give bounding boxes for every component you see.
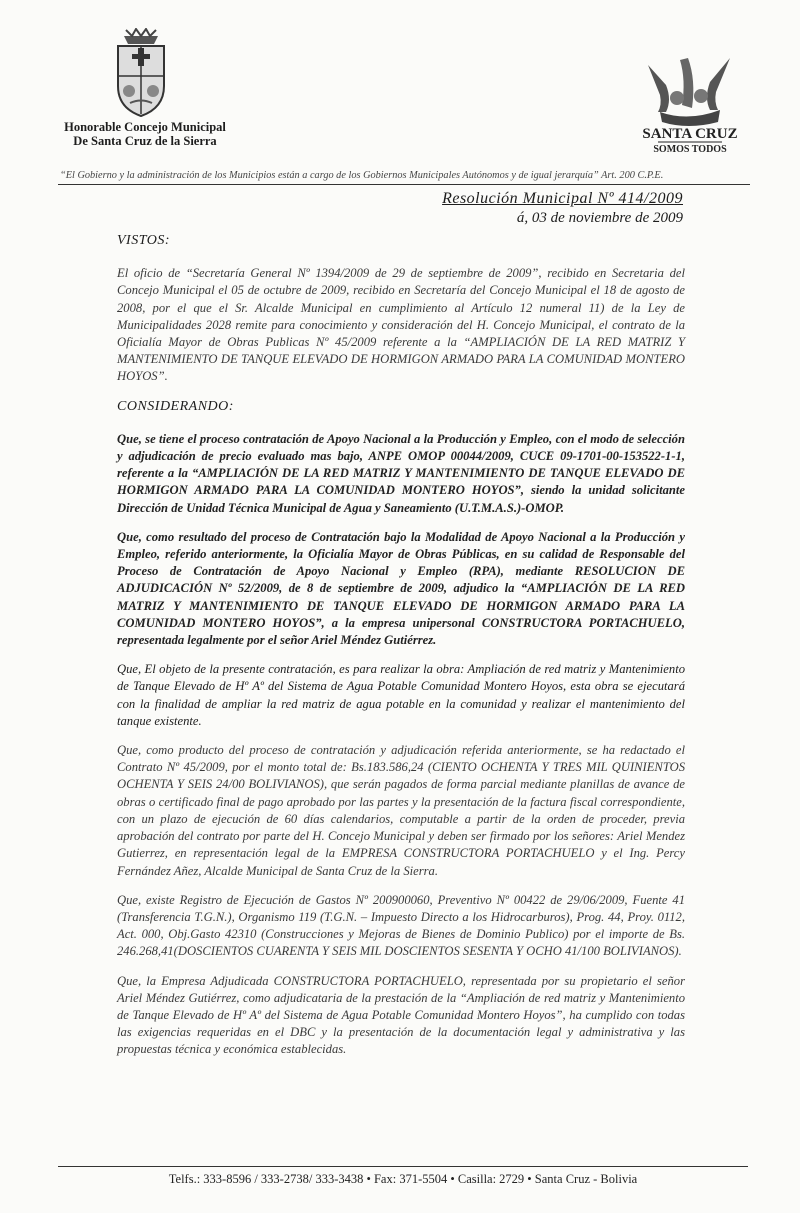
constitution-quote: “El Gobierno y la administración de los Municipios están a cargo de los Gobiernos Municipales Autónomos y de igual jerarquía” Art. 200 C.P.E. bbox=[60, 170, 664, 181]
document-body bbox=[117, 232, 685, 1071]
logo-text-main: SANTA CRUZ bbox=[642, 126, 738, 142]
considerando-paragraph-2: Que, como resultado del proceso de Contratación bajo la Modalidad de Apoyo Nacional a la Producción y Empleo, referido anteriormente, la Oficialía Mayor de Obras Públicas, en su calidad de Responsable del Proceso de Contratación de Apoyo Nacional y Empleo (RPA), mediante RESOLUCION DE ADJUDICACIÓN Nº 52/2009, de 8 de septiembre de 2009, adjudico la “AMPLIACIÓN DE LA RED MATRIZ Y MANTENIMIENTO DE TANQUE ELEVADO DE HORMIGON ARMADO PARA LA COMUNIDAD MONTERO HOYOS”, a la empresa unipersonal CONSTRUCTORA PORTACHUELO, representada legalmente por el señor Ariel Méndez Gutiérrez. bbox=[117, 529, 685, 648]
considerando-paragraph-6: Que, la Empresa Adjudicada CONSTRUCTORA PORTACHUELO, representada por su propietario el señor Ariel Méndez Gutiérrez, como adjudicataria de la prestación de la “Ampliación de red matriz y Mantenimiento de Tanque Elevado de Hº Aº del Sistema de Agua Potable Comunidad Montero Hoyos”, ha cumplido con todas las exigencias requeridas en el DBC y la presentación de la documentación legal y administrativa y las propuestas técnica y económica establecidas. bbox=[117, 973, 685, 1057]
considerando-paragraph-4: Que, como producto del proceso de contratación y adjudicación referida anteriormente, se ha redactado el Contrato Nº 45/2009, por el monto total de: Bs.183.586,24 (CIENTO OCHENTA Y TRES MIL QUINIENTOS OCHENTA Y SEIS 24/00 BOLIVIANOS), que serán pagados de forma parcial mediante planillas de avance de obras o certificado final de pago aprobado por las partes y la presentación de la factura fiscal correspondiente, con un plazo de ejecución de 60 días calendarios, computable a partir de la orden de proceder, previa aprobación del contrato por parte del H. Concejo Municipal y deben ser firmado por los señores: Ariel Mendez Gutierrez, en representación legal de la EMPRESA CONSTRUCTORA PORTACHUELO y el Ing. Percy Fernández Añez, Alcalde Municipal de Santa Cruz de la Sierra. bbox=[117, 743, 685, 878]
vistos-paragraph: El oficio de “Secretaría General Nº 1394/2009 de 29 de septiembre de 2009”, recibido en Secretaria del Concejo Municipal el 05 de octubre de 2009, recibido en Secretaría del Concejo Municipal el 18 de agosto de 2008, por el que el Sr. Alcalde Municipal en cumplimiento al Artículo 12 numeral 11) de la Ley de Municipalidades 2028 remite para conocimiento y consideración del H. Concejo Municipal, el contrato de la Oficialía Mayor de Obras Publicas Nº 45/2009 referente a la “AMPLIACIÓN DE LA RED MATRIZ Y MANTENIMIENTO DE TANQUE ELEVADO DE HORMIGON ARMADO PARA LA COMUNIDAD MONTERO HOYOS”. bbox=[117, 266, 685, 384]
header-divider bbox=[58, 184, 750, 185]
council-name bbox=[40, 120, 250, 148]
footer-divider bbox=[58, 1166, 748, 1167]
logo-text-sub: SOMOS TODOS bbox=[653, 144, 727, 155]
resolution-date: á, 03 de noviembre de 2009 bbox=[516, 210, 683, 226]
resolution-title: Resolución Municipal Nº 414/2009 bbox=[442, 190, 683, 207]
considerando-paragraph-1: Que, se tiene el proceso contratación de Apoyo Nacional a la Producción y Empleo, con el modo de selección y adjudicación de precio evaluado mas bajo, ANPE OMOP 00044/2009, CUCE 09-1701-00-153522-1-1, referente a la “AMPLIACIÓN DE LA RED MATRIZ Y MANTENIMIENTO DE TANQUE ELEVADO DE HORMIGON ARMADO PARA LA COMUNIDAD MONTERO HOYOS”, siendo la unidad solicitante Dirección de Unidad Técnica Municipal de Agua y Saneamiento (U.T.M.A.S.)-OMOP. bbox=[117, 431, 685, 515]
vistos-heading: VISTOS: bbox=[117, 233, 171, 248]
coat-of-arms-icon bbox=[112, 28, 170, 118]
considerando-heading: CONSIDERANDO: bbox=[117, 398, 234, 414]
santa-cruz-logo bbox=[630, 50, 750, 155]
letterhead bbox=[0, 0, 800, 175]
council-name-line1: Honorable Concejo Municipal bbox=[64, 120, 226, 134]
considerando-paragraph-3: Que, El objeto de la presente contratación, es para realizar la obra: Ampliación de red matriz y Mantenimiento de Tanque Elevado de Hº Aº del Sistema de Agua Potable Comunidad Montero Hoyos, esta obra se ejecutará con la finalidad de ampliar la red matriz de agua potable en la comunidad y realizar el mantenimiento del tanque existente. bbox=[117, 662, 685, 728]
considerando-paragraph-5: Que, existe Registro de Ejecución de Gastos Nº 200900060, Preventivo Nº 00422 de 29/06/2009, Fuente 41 (Transferencia T.G.N.), Organismo 119 (T.G.N. – Impuesto Directo a los Hidrocarburos), Prog. 44, Proy. 0112, Act. 000, Obj.Gasto 42310 (Construcciones y Mejoras de Bienes de Dominio Publico) por el importe de Bs. 246.268,41(DOSCIENTOS CUARENTA Y SEIS MIL DOSCIENTOS SESENTA Y OCHO 41/100 BOLIVIANOS). bbox=[117, 892, 685, 959]
contact-footer: Telfs.: 333-8596 / 333-2738/ 333-3438 • Fax: 371-5504 • Casilla: 2729 • Santa Cruz - Bolivia bbox=[168, 1172, 638, 1186]
council-name-line2: De Santa Cruz de la Sierra bbox=[73, 134, 217, 148]
